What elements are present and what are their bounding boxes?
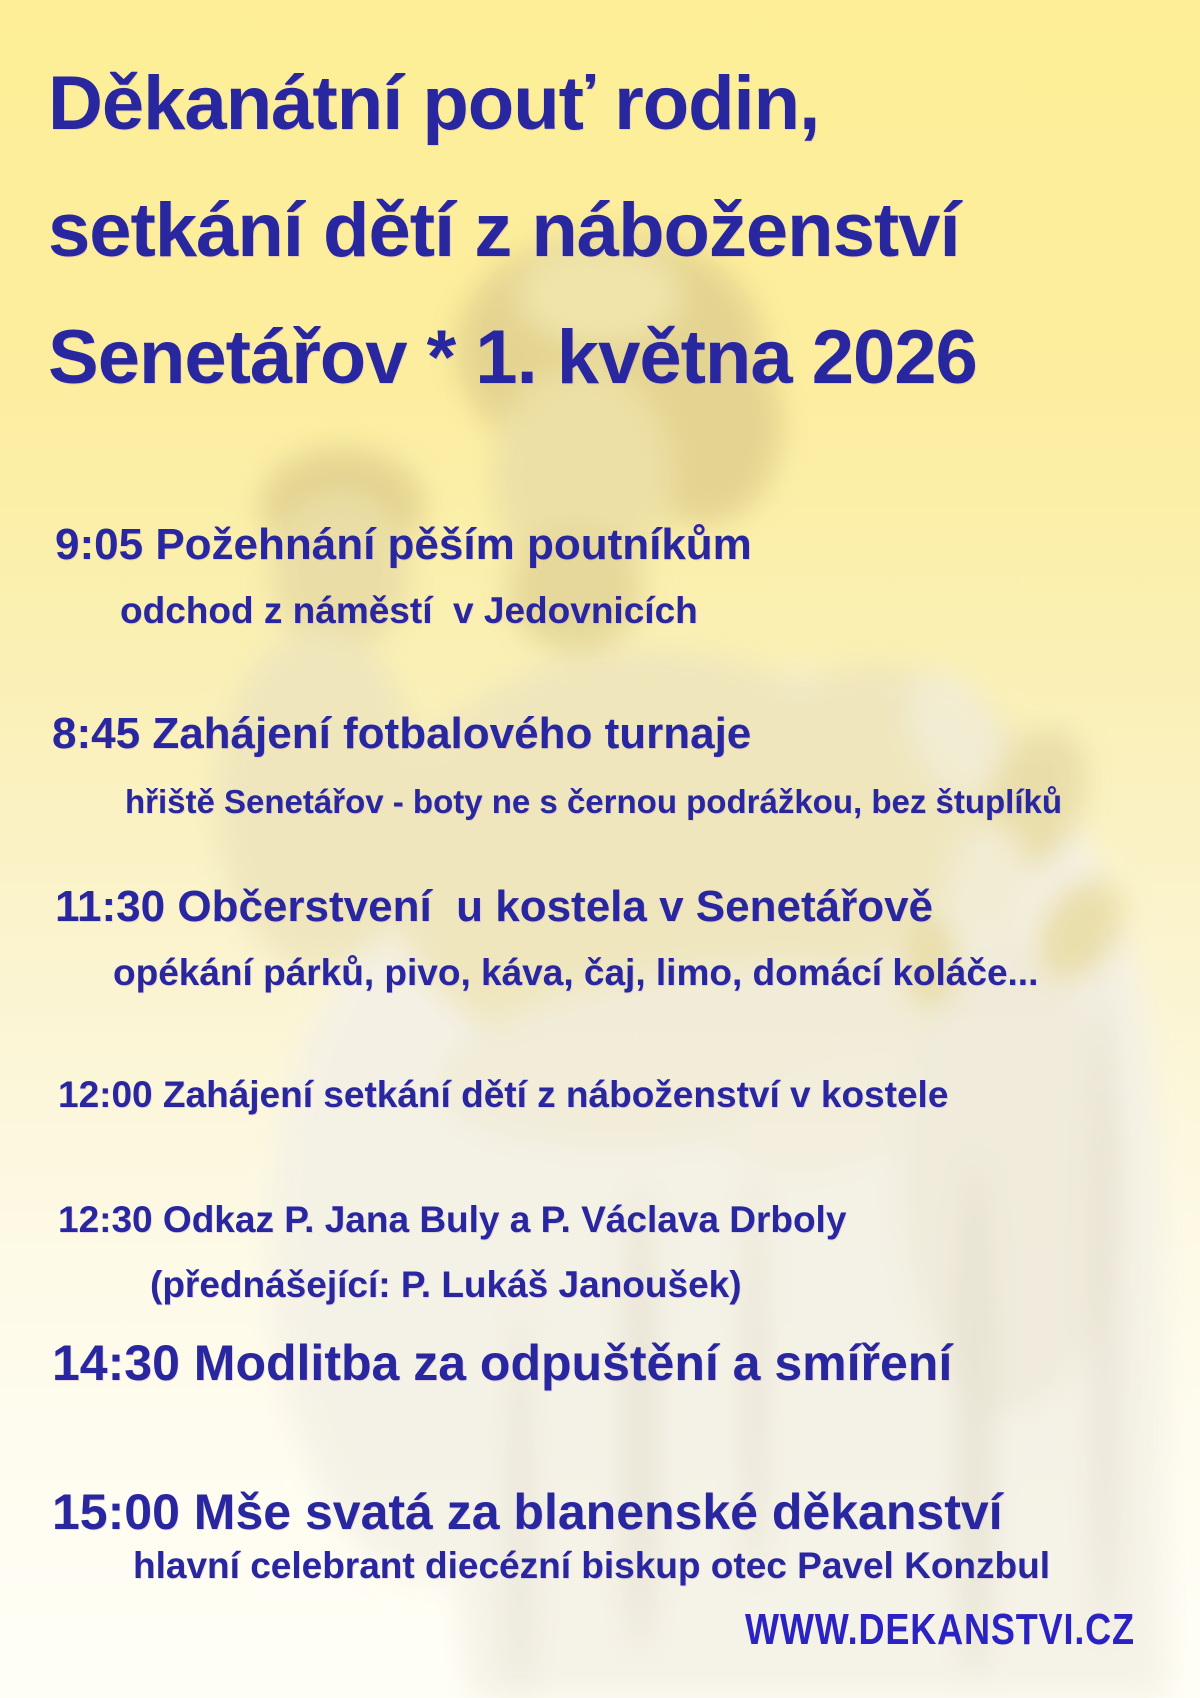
- schedule-title: Modlitba za odpuštění a smíření: [193, 1335, 953, 1391]
- schedule-item-lecture-detail: (přednášející: P. Lukáš Janoušek): [150, 1264, 742, 1305]
- schedule-time: 11:30: [55, 882, 166, 931]
- schedule-item-prayer: [52, 1333, 952, 1393]
- schedule-item-football-detail: hřiště Senetářov - boty ne s černou podrážkou, bez štuplíků: [125, 783, 1063, 820]
- schedule-time: 12:00: [58, 1074, 153, 1115]
- schedule-title: Zahájení fotbalového turnaje: [152, 709, 752, 758]
- schedule-item-blessing: [55, 519, 752, 572]
- poster-title-line-2: setkání dětí z náboženství: [48, 188, 960, 273]
- schedule-time: 14:30: [52, 1335, 180, 1391]
- schedule-item-football: [52, 708, 751, 761]
- schedule-item-lecture: [58, 1198, 846, 1242]
- schedule-time: 9:05: [55, 520, 144, 569]
- schedule-time: 15:00: [52, 1484, 180, 1540]
- schedule-item-blessing-detail: odchod z náměstí v Jedovnicích: [120, 590, 698, 631]
- schedule-time: 8:45: [52, 709, 141, 758]
- poster-title-line-1: Děkanátní pouť rodin,: [48, 61, 820, 146]
- schedule-item-refreshments-detail: opékání párků, pivo, káva, čaj, limo, domácí koláče...: [113, 952, 1039, 993]
- schedule-item-refreshments: [55, 881, 933, 934]
- schedule-item-mass: [52, 1482, 1003, 1542]
- website-url: WWW.DEKANSTVI.CZ: [745, 1605, 1135, 1654]
- schedule-title: Mše svatá za blanenské děkanství: [193, 1484, 1003, 1540]
- schedule-time: 12:30: [58, 1199, 153, 1240]
- schedule-title: Odkaz P. Jana Buly a P. Václava Drboly: [162, 1199, 847, 1240]
- schedule-item-children-meeting: [58, 1073, 948, 1117]
- schedule-title: Požehnání pěším poutníkům: [155, 520, 752, 569]
- schedule-title: Občerstvení u kostela v Senetářově: [177, 882, 934, 931]
- poster-title-line-3: Senetářov * 1. května 2026: [48, 315, 977, 400]
- schedule-title: Zahájení setkání dětí z náboženství v kostele: [162, 1074, 949, 1115]
- schedule-item-mass-detail: hlavní celebrant diecézní biskup otec Pavel Konzbul: [133, 1545, 1051, 1586]
